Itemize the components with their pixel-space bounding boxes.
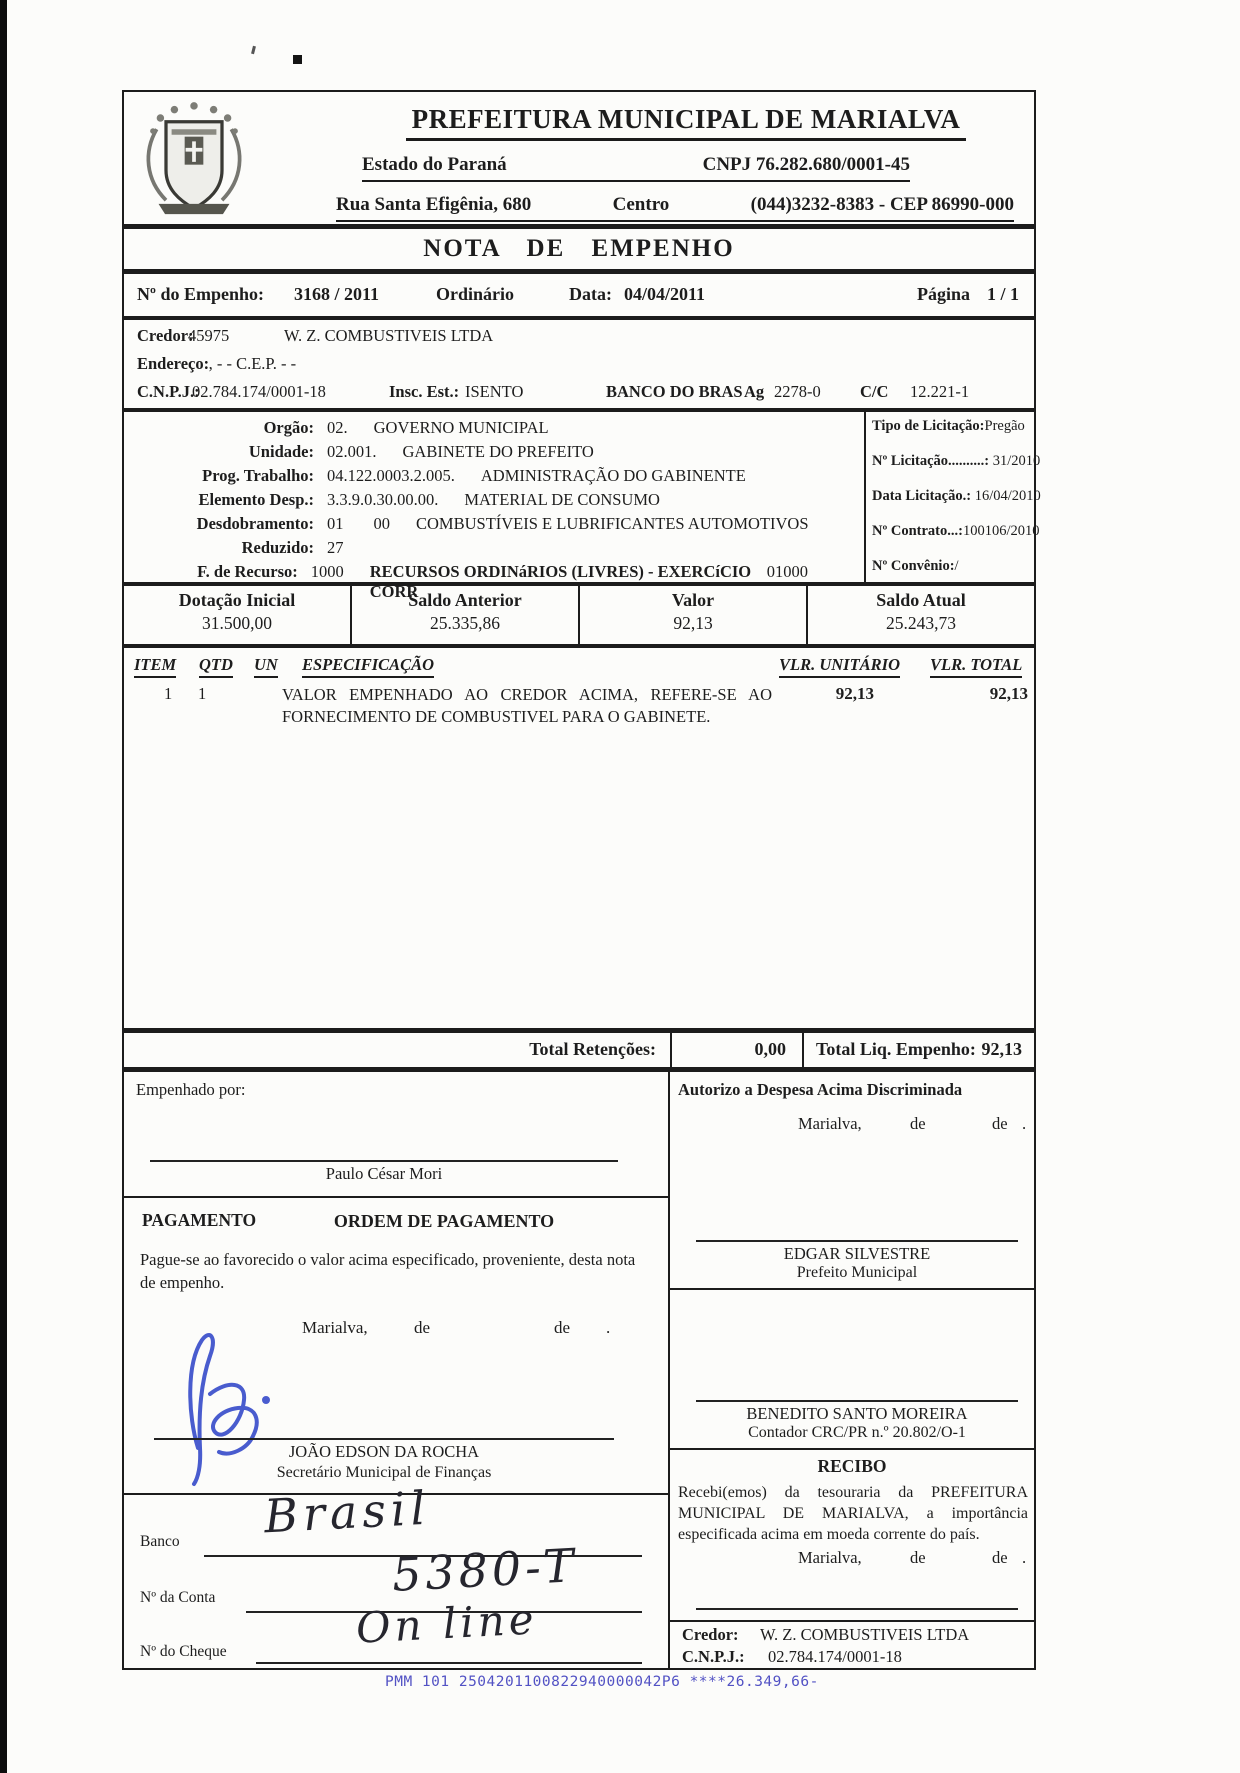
bidding-type-row <box>872 418 1025 435</box>
dateline-de: de <box>554 1318 571 1337</box>
row-code: 02.001. <box>327 442 377 461</box>
account-value: 12.221-1 <box>910 382 970 401</box>
column-value: 25.243,73 <box>886 613 956 633</box>
page-label: Página <box>917 284 971 304</box>
dateline-city: Marialva, <box>302 1318 368 1337</box>
payment-side-title: PAGAMENTO <box>142 1210 257 1230</box>
state-registration-label: Insc. Est.: <box>389 382 460 401</box>
page-number: 1 / 1 <box>987 284 1020 304</box>
accountant-name: BENEDITO SANTO MOREIRA <box>746 1404 968 1423</box>
signature-line <box>150 1160 618 1162</box>
row-label: F. de Recurso: <box>197 562 298 581</box>
classification-row <box>124 442 862 462</box>
retentions-total-value: 0,00 <box>670 1033 802 1067</box>
row-desc: MATERIAL DE CONSUMO <box>464 490 660 509</box>
row-desc: GOVERNO MUNICIPAL <box>373 418 549 437</box>
item-number: 1 <box>164 684 173 703</box>
committed-by-name: Paulo César Mori <box>325 1164 443 1183</box>
empenho-date-value: 04/04/2011 <box>624 284 706 304</box>
row-code: 04.122.0003.2.005. <box>327 466 455 485</box>
receipt-box <box>670 1450 1034 1622</box>
net-total-value: 92,13 <box>981 1039 1022 1059</box>
account-number-label: Nº da Conta <box>140 1589 216 1606</box>
row-desc: GABINETE DO PREFEITO <box>402 442 594 461</box>
agency-value: 2278-0 <box>774 382 821 401</box>
empenho-date-label: Data: <box>569 284 612 304</box>
bank-handwriting: Brasil <box>262 1480 432 1544</box>
initial-budget-column <box>124 586 352 644</box>
agency-label: Ag <box>744 382 765 401</box>
item-total-value: 92,13 <box>989 684 1028 703</box>
org-district: Centro <box>612 194 670 215</box>
empenho-number-label: Nº do Empenho: <box>137 284 264 304</box>
document-title: NOTA DE EMPENHO <box>423 235 735 262</box>
dateline-de: de <box>414 1318 431 1337</box>
column-value: 31.500,00 <box>202 613 272 633</box>
bank-authentication-print: PMM 101 2504201100822940000042P6 ****26.349,66- <box>385 1674 819 1690</box>
bidding-info-column <box>864 412 1041 582</box>
dateline-de: de <box>910 1548 926 1567</box>
retentions-total-label: Total Retenções: <box>529 1039 656 1059</box>
mayor-name: EDGAR SILVESTRE <box>783 1244 931 1263</box>
item-qty: 1 <box>198 684 207 703</box>
classification-row <box>124 490 862 510</box>
signature-line <box>696 1608 1018 1610</box>
totals-row <box>122 1030 1036 1070</box>
dateline-city: Marialva, <box>798 1114 862 1133</box>
bank-details-box <box>124 1480 668 1668</box>
classification-row <box>124 514 862 534</box>
footer-creditor-label: Credor: <box>682 1625 739 1644</box>
bidding-type-value: Pregão <box>984 418 1025 434</box>
cheque-handwriting: On line <box>354 1594 539 1653</box>
cnpj-label: C.N.P.J.: <box>137 382 200 401</box>
creditor-code: 45975 <box>188 326 230 345</box>
column-header: Dotação Inicial <box>178 590 296 610</box>
org-address-line <box>336 194 1014 222</box>
finance-secretary-name: JOÃO EDSON DA ROCHA <box>288 1442 480 1461</box>
dateline-de: de <box>910 1114 926 1133</box>
row-label: Elemento Desp.: <box>198 490 314 509</box>
empenho-number-row <box>122 272 1036 318</box>
item-specification: VALOR EMPENHADO AO CREDOR ACIMA, REFERE-SE AO FORNECIMENTO DE COMBUSTIVEL PARA O GABINETE. <box>282 685 772 726</box>
account-handwriting: 5380-T <box>390 1538 579 1602</box>
value-column <box>580 586 808 644</box>
bidding-date-value: 16/04/2010 <box>974 488 1041 504</box>
agreement-number-value: / <box>954 558 959 574</box>
creditor-label: Credor: <box>137 326 194 345</box>
org-name-title <box>352 104 1020 141</box>
contract-number-row <box>872 523 1040 540</box>
document-header <box>122 90 1036 226</box>
signature-line <box>696 1400 1018 1402</box>
row-desc: ADMINISTRAÇÃO DO GABINENTE <box>480 466 746 485</box>
marialva-coat-of-arms-logo <box>138 98 250 222</box>
previous-balance-column <box>352 586 580 644</box>
dateline-de: de <box>992 1548 1008 1567</box>
row-code: 01 <box>327 514 344 533</box>
payment-order-text: Pague-se ao favorecido o valor acima especificado, proveniente, desta nota de empenho. <box>140 1250 636 1292</box>
cnpj-value: 02.784.174/0001-18 <box>192 382 326 401</box>
ink-dot <box>262 1396 270 1404</box>
bidding-type-label: Tipo de Licitação: <box>872 418 985 434</box>
cheque-number-label: Nº do Cheque <box>140 1643 227 1660</box>
column-value: 25.335,86 <box>430 613 500 633</box>
committed-by-label: Empenhado por: <box>136 1080 246 1099</box>
creditor-name: W. Z. COMBUSTIVEIS LTDA <box>284 326 494 345</box>
row-code-2: 00 <box>373 514 390 533</box>
finance-secretary-role: Secretário Municipal de Finanças <box>276 1464 492 1481</box>
right-column <box>670 1072 1034 1668</box>
column-value: 92,13 <box>673 613 713 633</box>
accountant-box <box>670 1290 1034 1450</box>
bank-name: BANCO DO BRAS <box>606 382 743 401</box>
footer-cnpj-value: 02.784.174/0001-18 <box>768 1647 902 1666</box>
bidding-number-label: Nº Licitação..........: <box>872 453 990 469</box>
signature-line <box>696 1240 1018 1242</box>
row-label: Reduzido: <box>241 538 314 557</box>
row-extra-code: 01000 <box>766 562 808 581</box>
dateline-period: . <box>606 1318 611 1337</box>
bidding-number-row <box>872 453 1040 470</box>
receipt-text: Recebi(emos) da tesouraria da PREFEITURA MUNICIPAL DE MARIALVA, a importância especificada acima em moeda corrente do país. <box>678 1484 1028 1543</box>
payment-order-box <box>124 1198 668 1495</box>
column-header: Valor <box>671 590 715 610</box>
unit-value-column-header: VLR. UNITÁRIO <box>779 655 900 678</box>
org-state: Estado do Paraná <box>362 154 507 175</box>
accountant-role: Contador CRC/PR n.º 20.802/O-1 <box>748 1424 966 1441</box>
document-title-bar <box>122 226 1036 272</box>
item-unit-value: 92,13 <box>835 684 874 703</box>
qty-column-header: QTD <box>199 655 233 678</box>
column-header: Saldo Atual <box>876 590 966 610</box>
dateline-de: de <box>992 1114 1008 1133</box>
account-label: C/C <box>860 382 889 401</box>
total-value-column-header: VLR. TOTAL <box>930 655 1022 678</box>
address-label: Endereço: <box>137 354 210 373</box>
unit-column-header: UN <box>254 655 278 678</box>
dateline-period: . <box>1022 1114 1027 1133</box>
bidding-date-row <box>872 488 1041 505</box>
state-registration-value: ISENTO <box>465 382 524 401</box>
org-phone-cep: (044)3232-8383 - CEP 86990-000 <box>750 194 1014 215</box>
creditor-footer-box <box>670 1622 1034 1668</box>
scan-speck <box>251 46 256 54</box>
receipt-title: RECIBO <box>817 1456 887 1476</box>
classification-row <box>124 538 862 558</box>
row-label: Orgão: <box>263 418 314 437</box>
org-subline <box>362 154 910 182</box>
nota-de-empenho-document <box>122 90 1041 1670</box>
empenho-type: Ordinário <box>436 284 515 304</box>
handwritten-signature-ink <box>154 1320 314 1488</box>
empenho-number-value: 3168 / 2011 <box>294 284 380 304</box>
org-name: PREFEITURA MUNICIPAL DE MARIALVA <box>406 104 967 141</box>
payment-order-title: ORDEM DE PAGAMENTO <box>333 1211 555 1231</box>
row-code: 3.3.9.0.30.00.00. <box>327 490 439 509</box>
budget-balance-table <box>122 584 1036 646</box>
spec-column-header: ESPECIFICAÇÃO <box>302 655 434 678</box>
net-total-cell <box>802 1033 1034 1067</box>
address-value: :, - - C.E.P. - - <box>204 354 297 373</box>
row-desc: COMBUSTÍVEIS E LUBRIFICANTES AUTOMOTIVOS <box>416 514 809 533</box>
scan-edge-artifact <box>0 0 7 1773</box>
contract-number-label: Nº Contrato...: <box>872 523 963 539</box>
row-label: Prog. Trabalho: <box>202 466 314 485</box>
mayor-role: Prefeito Municipal <box>796 1264 918 1281</box>
org-cnpj: CNPJ 76.282.680/0001-45 <box>702 154 910 175</box>
row-label: Desdobramento: <box>196 514 314 533</box>
authorization-title: Autorizo a Despesa Acima Discriminada <box>678 1080 963 1099</box>
classification-row <box>124 466 862 486</box>
creditor-section <box>122 318 1036 410</box>
dateline-city: Marialva, <box>798 1548 862 1567</box>
dateline-period: . <box>1022 1548 1027 1567</box>
items-section <box>122 646 1036 1030</box>
current-balance-column <box>808 586 1034 644</box>
left-column <box>124 1072 670 1668</box>
net-total-label: Total Liq. Empenho: <box>816 1039 976 1059</box>
committed-by-box <box>124 1072 668 1198</box>
agreement-number-row <box>872 558 959 575</box>
footer-creditor-name: W. Z. COMBUSTIVEIS LTDA <box>760 1625 970 1644</box>
row-code: 02. <box>327 418 348 437</box>
row-label: Unidade: <box>248 442 314 461</box>
item-column-header: ITEM <box>134 655 176 678</box>
org-street: Rua Santa Efigênia, 680 <box>336 194 532 215</box>
bidding-number-value: 31/2010 <box>992 453 1041 469</box>
scan-speck <box>293 55 302 64</box>
bank-label: Banco <box>140 1533 180 1550</box>
cheque-fill-line <box>256 1662 642 1664</box>
row-desc: RECURSOS ORDINáRIOS (LIVRES) - EXERCíCIO CORR <box>369 562 752 601</box>
contract-number-value: 100106/2010 <box>962 523 1040 539</box>
signature-line <box>154 1438 614 1440</box>
row-code: 27 <box>327 538 344 557</box>
footer-cnpj-label: C.N.P.J.: <box>682 1647 745 1666</box>
agreement-number-label: Nº Convênio: <box>872 558 955 574</box>
signatures-section <box>122 1070 1036 1670</box>
column-header: Saldo Anterior <box>408 590 522 610</box>
bidding-date-label: Data Licitação.: <box>872 488 972 504</box>
row-code: 1000 <box>310 562 344 581</box>
classification-row <box>124 418 862 438</box>
authorization-box <box>670 1072 1034 1290</box>
